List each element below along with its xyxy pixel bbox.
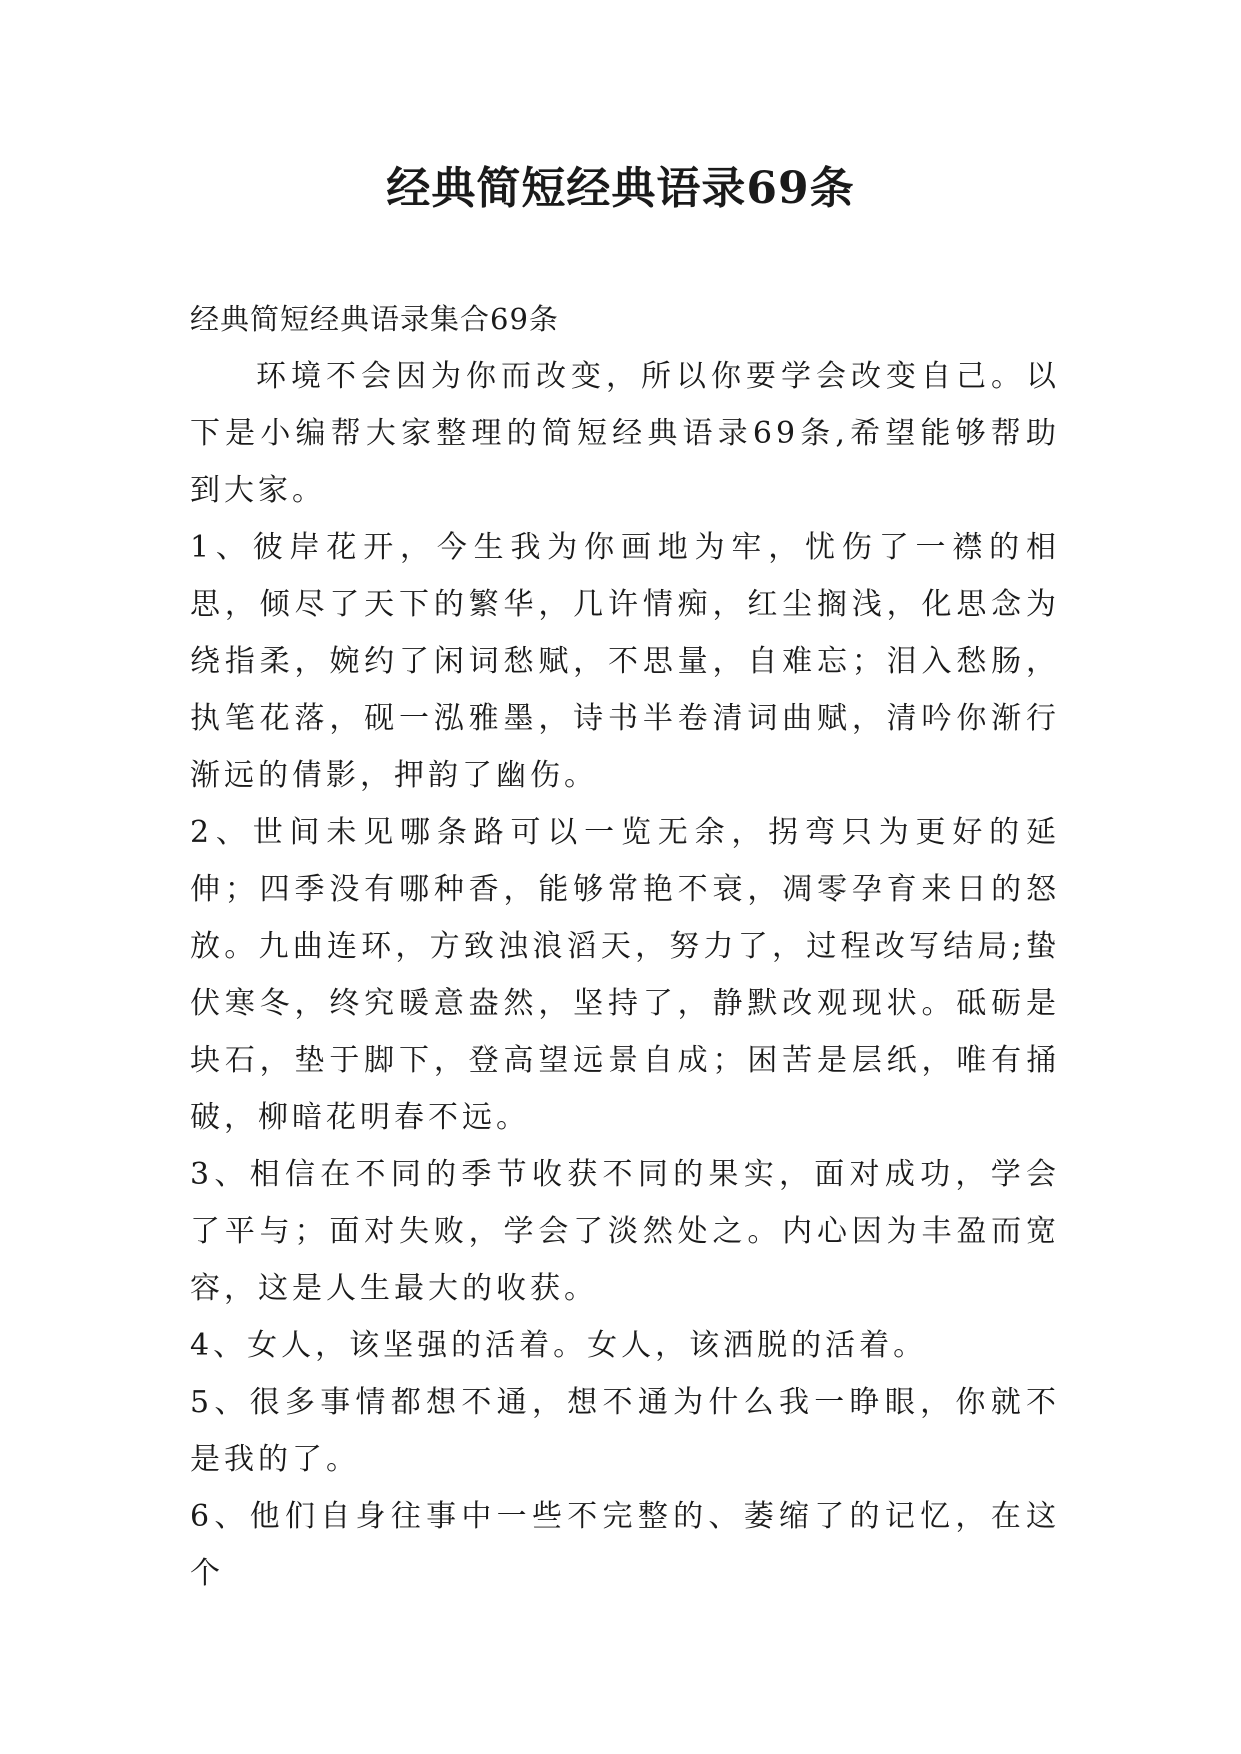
quote-paragraph: 6、他们自身往事中一些不完整的、萎缩了的记忆，在这个 — [190, 1499, 1060, 1591]
quote-paragraph: 5、很多事情都想不通，想不通为什么我一睁眼，你就不是我的了。 — [190, 1385, 1060, 1477]
intro-paragraph: 环境不会因为你而改变，所以你要学会改变自己。以下是小编帮大家整理的简短经典语录69条,希望能够帮助到大家。 — [190, 359, 1060, 508]
quote-paragraph: 4、女人，该坚强的活着。女人，该洒脱的活着。 — [190, 1328, 928, 1363]
quote-paragraph: 2、世间未见哪条路可以一览无余，拐弯只为更好的延伸；四季没有哪种香，能够常艳不衰，凋零孕育来日的怒放。九曲连环，方致浊浪滔天，努力了，过程改写结局;蛰伏寒冬，终究暖意盎然，坚持了，静默改观现状。砥砺是块石，垫于脚下，登高望远景自成；困苦是层纸，唯有捅破，柳暗花明春不远。 — [190, 815, 1060, 1135]
quote-paragraph: 3、相信在不同的季节收获不同的果实，面对成功，学会了平与；面对失败，学会了淡然处之。内心因为丰盈而宽容，这是人生最大的收获。 — [190, 1157, 1060, 1306]
document-title: 经典简短经典语录69条 — [386, 163, 855, 214]
quote-paragraph: 1、彼岸花开，今生我为你画地为牢，忧伤了一襟的相思，倾尽了天下的繁华，几许情痴，红尘搁浅，化思念为绕指柔，婉约了闲词愁赋，不思量，自难忘；泪入愁肠，执笔花落，砚一泓雅墨，诗书半卷清词曲赋，清吟你渐行渐远的倩影，押韵了幽伤。 — [190, 530, 1060, 793]
document-subtitle: 经典简短经典语录集合69条 — [190, 302, 559, 336]
document-body — [190, 290, 1060, 1602]
